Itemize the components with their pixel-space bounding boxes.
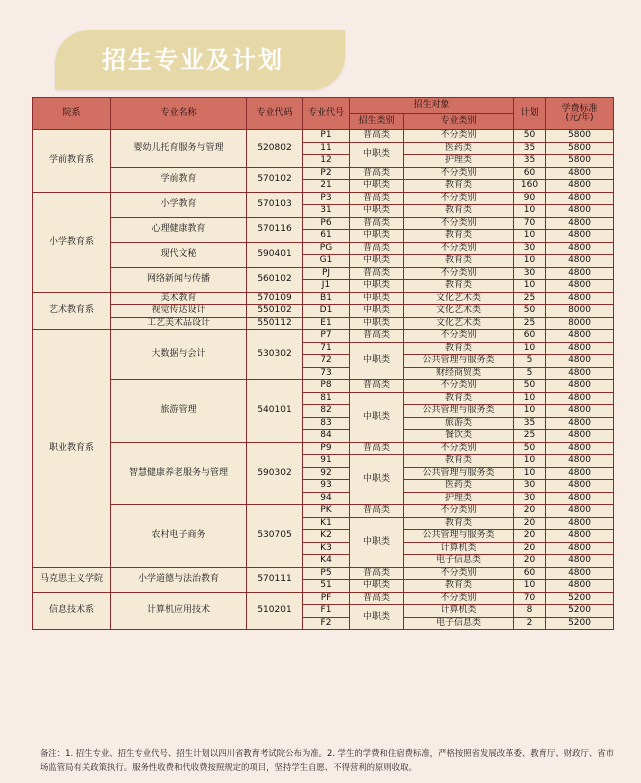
major-code-cell: 530705 xyxy=(247,505,303,568)
subject-category-cell: 教育类 xyxy=(404,180,514,193)
major-name-cell: 学前教育 xyxy=(111,167,247,192)
major-code-cell: 550112 xyxy=(247,317,303,330)
table-row xyxy=(33,305,614,318)
plan-cell: 10 xyxy=(514,230,546,243)
fee-cell: 4800 xyxy=(546,442,614,455)
target-category-cell: 中职类 xyxy=(350,317,404,330)
fee-cell: 5200 xyxy=(546,592,614,605)
fee-cell: 4800 xyxy=(546,530,614,543)
plan-cell: 10 xyxy=(514,255,546,268)
enroll-code-cell: 94 xyxy=(303,492,350,505)
fee-cell: 4800 xyxy=(546,392,614,405)
subject-category-cell: 财经商贸类 xyxy=(404,367,514,380)
plan-cell: 10 xyxy=(514,467,546,480)
plan-cell: 70 xyxy=(514,217,546,230)
fee-cell: 4800 xyxy=(546,380,614,393)
major-code-cell: 560102 xyxy=(247,267,303,292)
major-code-cell: 540101 xyxy=(247,380,303,443)
subject-category-cell: 教育类 xyxy=(404,580,514,593)
subject-category-cell: 不分类别 xyxy=(404,217,514,230)
table-row xyxy=(33,217,614,230)
plan-cell: 50 xyxy=(514,130,546,143)
subject-category-cell: 护理类 xyxy=(404,155,514,168)
major-code-cell: 570102 xyxy=(247,167,303,192)
plan-cell: 10 xyxy=(514,342,546,355)
subject-category-cell: 计算机类 xyxy=(404,542,514,555)
major-name-cell: 婴幼儿托育服务与管理 xyxy=(111,130,247,168)
subject-category-cell: 文化艺术类 xyxy=(404,292,514,305)
major-code-cell: 550102 xyxy=(247,305,303,318)
fee-cell: 4800 xyxy=(546,455,614,468)
subject-category-cell: 不分类别 xyxy=(404,380,514,393)
major-code-cell: 570116 xyxy=(247,217,303,242)
major-code-cell: 590302 xyxy=(247,442,303,505)
fee-cell: 4800 xyxy=(546,467,614,480)
enroll-code-cell: 82 xyxy=(303,405,350,418)
plan-cell: 35 xyxy=(514,417,546,430)
plan-cell: 160 xyxy=(514,180,546,193)
subject-category-cell: 公共管理与服务类 xyxy=(404,467,514,480)
plan-cell: 35 xyxy=(514,142,546,155)
enroll-code-cell: K1 xyxy=(303,517,350,530)
header-department: 院系 xyxy=(33,98,111,130)
subject-category-cell: 不分类别 xyxy=(404,592,514,605)
enroll-code-cell: 31 xyxy=(303,205,350,218)
footnote: 备注：1. 招生专业、招生专业代号、招生计划以四川省教育考试院公布为准。2. 学生的学费和住宿费标准，严格按照省发展改革委、教育厅、财政厅、省市场监管局有关政策执行。服务性收费和代收费按照规定的项目，坚持学生自愿、不得营利的原则收取。 xyxy=(40,748,615,772)
header-plan: 计划 xyxy=(514,98,546,130)
fee-cell: 5200 xyxy=(546,605,614,618)
subject-category-cell: 不分类别 xyxy=(404,567,514,580)
subject-category-cell: 护理类 xyxy=(404,492,514,505)
fee-cell: 4800 xyxy=(546,492,614,505)
header-major-name: 专业名称 xyxy=(111,98,247,130)
subject-category-cell: 文化艺术类 xyxy=(404,305,514,318)
subject-category-cell: 教育类 xyxy=(404,455,514,468)
target-category-cell: 普高类 xyxy=(350,567,404,580)
target-category-cell: 中职类 xyxy=(350,455,404,505)
target-category-cell: 中职类 xyxy=(350,180,404,193)
plan-cell: 60 xyxy=(514,567,546,580)
major-name-cell: 小学道德与法治教育 xyxy=(111,567,247,592)
department-cell: 艺术教育系 xyxy=(33,292,111,330)
enroll-code-cell: 83 xyxy=(303,417,350,430)
department-cell: 马克思主义学院 xyxy=(33,567,111,592)
plan-cell: 30 xyxy=(514,492,546,505)
target-category-cell: 普高类 xyxy=(350,330,404,343)
enroll-code-cell: 61 xyxy=(303,230,350,243)
enroll-code-cell: 92 xyxy=(303,467,350,480)
subject-category-cell: 不分类别 xyxy=(404,167,514,180)
subject-category-cell: 医药类 xyxy=(404,480,514,493)
fee-cell: 4800 xyxy=(546,517,614,530)
fee-cell: 4800 xyxy=(546,292,614,305)
major-name-cell: 计算机应用技术 xyxy=(111,592,247,630)
subject-category-cell: 教育类 xyxy=(404,230,514,243)
fee-cell: 4800 xyxy=(546,167,614,180)
plan-cell: 30 xyxy=(514,480,546,493)
subject-category-cell: 计算机类 xyxy=(404,605,514,618)
fee-cell: 4800 xyxy=(546,367,614,380)
major-name-cell: 智慧健康养老服务与管理 xyxy=(111,442,247,505)
major-code-cell: 570109 xyxy=(247,292,303,305)
plan-cell: 10 xyxy=(514,205,546,218)
fee-cell: 4800 xyxy=(546,542,614,555)
major-code-cell: 570103 xyxy=(247,192,303,217)
fee-cell: 4800 xyxy=(546,242,614,255)
header-major-code: 专业代码 xyxy=(247,98,303,130)
target-category-cell: 中职类 xyxy=(350,280,404,293)
major-name-cell: 网络新闻与传播 xyxy=(111,267,247,292)
target-category-cell: 普高类 xyxy=(350,380,404,393)
plan-cell: 10 xyxy=(514,580,546,593)
subject-category-cell: 教育类 xyxy=(404,342,514,355)
fee-cell: 4800 xyxy=(546,480,614,493)
plan-cell: 60 xyxy=(514,330,546,343)
fee-cell: 5800 xyxy=(546,142,614,155)
fee-cell: 4800 xyxy=(546,280,614,293)
plan-cell: 30 xyxy=(514,242,546,255)
header-target-category: 招生类别 xyxy=(350,114,404,130)
plan-cell: 20 xyxy=(514,530,546,543)
plan-cell: 35 xyxy=(514,155,546,168)
table-row xyxy=(33,567,614,580)
fee-cell: 4800 xyxy=(546,192,614,205)
plan-cell: 20 xyxy=(514,542,546,555)
fee-cell: 4800 xyxy=(546,405,614,418)
plan-cell: 10 xyxy=(514,405,546,418)
major-name-cell: 心理健康教育 xyxy=(111,217,247,242)
plan-cell: 2 xyxy=(514,617,546,630)
subject-category-cell: 教育类 xyxy=(404,205,514,218)
target-category-cell: 中职类 xyxy=(350,255,404,268)
subject-category-cell: 医药类 xyxy=(404,142,514,155)
plan-cell: 50 xyxy=(514,442,546,455)
fee-cell: 4800 xyxy=(546,217,614,230)
table-row xyxy=(33,242,614,255)
plan-cell: 20 xyxy=(514,505,546,518)
major-code-cell: 590401 xyxy=(247,242,303,267)
plan-cell: 10 xyxy=(514,392,546,405)
enroll-code-cell: 72 xyxy=(303,355,350,368)
plan-cell: 70 xyxy=(514,592,546,605)
major-name-cell: 旅游管理 xyxy=(111,380,247,443)
enroll-code-cell: K2 xyxy=(303,530,350,543)
target-category-cell: 中职类 xyxy=(350,342,404,380)
table-row xyxy=(33,505,614,518)
enroll-code-cell: F1 xyxy=(303,605,350,618)
enroll-code-cell: P9 xyxy=(303,442,350,455)
enroll-code-cell: P6 xyxy=(303,217,350,230)
department-cell: 职业教育系 xyxy=(33,330,111,568)
department-cell: 学前教育系 xyxy=(33,130,111,193)
subject-category-cell: 电子信息类 xyxy=(404,617,514,630)
fee-cell: 8000 xyxy=(546,317,614,330)
target-category-cell: 普高类 xyxy=(350,267,404,280)
table-row xyxy=(33,442,614,455)
subject-category-cell: 公共管理与服务类 xyxy=(404,355,514,368)
target-category-cell: 普高类 xyxy=(350,130,404,143)
target-category-cell: 中职类 xyxy=(350,605,404,630)
table-row xyxy=(33,292,614,305)
enroll-code-cell: P3 xyxy=(303,192,350,205)
subject-category-cell: 旅游类 xyxy=(404,417,514,430)
target-category-cell: 普高类 xyxy=(350,192,404,205)
fee-cell: 5800 xyxy=(546,155,614,168)
enrollment-plan-table xyxy=(32,97,614,630)
enroll-code-cell: P8 xyxy=(303,380,350,393)
subject-category-cell: 公共管理与服务类 xyxy=(404,530,514,543)
major-code-cell: 510201 xyxy=(247,592,303,630)
target-category-cell: 普高类 xyxy=(350,242,404,255)
enroll-code-cell: PJ xyxy=(303,267,350,280)
enroll-code-cell: K4 xyxy=(303,555,350,568)
fee-cell: 4800 xyxy=(546,567,614,580)
fee-cell: 4800 xyxy=(546,205,614,218)
subject-category-cell: 教育类 xyxy=(404,392,514,405)
header-target: 招生对象 xyxy=(350,98,514,114)
enroll-code-cell: D1 xyxy=(303,305,350,318)
enroll-code-cell: 93 xyxy=(303,480,350,493)
table-row xyxy=(33,167,614,180)
fee-cell: 4800 xyxy=(546,555,614,568)
table-row xyxy=(33,380,614,393)
target-category-cell: 中职类 xyxy=(350,292,404,305)
table-row xyxy=(33,330,614,343)
table-row xyxy=(33,267,614,280)
plan-cell: 50 xyxy=(514,305,546,318)
enroll-code-cell: PF xyxy=(303,592,350,605)
plan-cell: 30 xyxy=(514,267,546,280)
target-category-cell: 中职类 xyxy=(350,142,404,167)
subject-category-cell: 不分类别 xyxy=(404,505,514,518)
page-title: 招生专业及计划 xyxy=(102,45,284,74)
major-name-cell: 农村电子商务 xyxy=(111,505,247,568)
major-name-cell: 大数据与会计 xyxy=(111,330,247,380)
subject-category-cell: 不分类别 xyxy=(404,130,514,143)
fee-cell: 4800 xyxy=(546,417,614,430)
target-category-cell: 普高类 xyxy=(350,442,404,455)
header-subject-category: 专业类别 xyxy=(404,114,514,130)
enroll-code-cell: J1 xyxy=(303,280,350,293)
plan-cell: 90 xyxy=(514,192,546,205)
target-category-cell: 普高类 xyxy=(350,217,404,230)
department-cell: 信息技术系 xyxy=(33,592,111,630)
enroll-code-cell: PK xyxy=(303,505,350,518)
table-body xyxy=(33,130,614,630)
subject-category-cell: 不分类别 xyxy=(404,192,514,205)
fee-cell: 4800 xyxy=(546,255,614,268)
plan-cell: 20 xyxy=(514,555,546,568)
target-category-cell: 中职类 xyxy=(350,205,404,218)
target-category-cell: 中职类 xyxy=(350,230,404,243)
subject-category-cell: 电子信息类 xyxy=(404,555,514,568)
plan-cell: 20 xyxy=(514,517,546,530)
enroll-code-cell: 73 xyxy=(303,367,350,380)
subject-category-cell: 教育类 xyxy=(404,280,514,293)
fee-cell: 4800 xyxy=(546,267,614,280)
major-name-cell: 现代文秘 xyxy=(111,242,247,267)
fee-cell: 4800 xyxy=(546,355,614,368)
plan-cell: 10 xyxy=(514,280,546,293)
plan-cell: 25 xyxy=(514,430,546,443)
fee-cell: 8000 xyxy=(546,305,614,318)
major-name-cell: 工艺美术品设计 xyxy=(111,317,247,330)
subject-category-cell: 不分类别 xyxy=(404,442,514,455)
major-name-cell: 小学教育 xyxy=(111,192,247,217)
fee-cell: 4800 xyxy=(546,330,614,343)
target-category-cell: 普高类 xyxy=(350,505,404,518)
enroll-code-cell: 81 xyxy=(303,392,350,405)
fee-cell: 5800 xyxy=(546,130,614,143)
fee-cell: 4800 xyxy=(546,505,614,518)
fee-cell: 4800 xyxy=(546,180,614,193)
fee-cell: 4800 xyxy=(546,342,614,355)
major-name-cell: 视觉传达设计 xyxy=(111,305,247,318)
subject-category-cell: 教育类 xyxy=(404,517,514,530)
fee-cell: 4800 xyxy=(546,430,614,443)
plan-cell: 25 xyxy=(514,317,546,330)
subject-category-cell: 公共管理与服务类 xyxy=(404,405,514,418)
enroll-code-cell: K3 xyxy=(303,542,350,555)
plan-cell: 5 xyxy=(514,355,546,368)
enroll-code-cell: 84 xyxy=(303,430,350,443)
fee-cell: 4800 xyxy=(546,230,614,243)
plan-cell: 60 xyxy=(514,167,546,180)
table-row xyxy=(33,130,614,143)
target-category-cell: 中职类 xyxy=(350,580,404,593)
fee-cell: 5200 xyxy=(546,617,614,630)
enroll-code-cell: 11 xyxy=(303,142,350,155)
subject-category-cell: 教育类 xyxy=(404,255,514,268)
major-name-cell: 美术教育 xyxy=(111,292,247,305)
major-code-cell: 530302 xyxy=(247,330,303,380)
enroll-code-cell: 12 xyxy=(303,155,350,168)
enroll-code-cell: PG xyxy=(303,242,350,255)
enroll-code-cell: P2 xyxy=(303,167,350,180)
enroll-code-cell: 51 xyxy=(303,580,350,593)
major-code-cell: 570111 xyxy=(247,567,303,592)
fee-cell: 4800 xyxy=(546,580,614,593)
subject-category-cell: 文化艺术类 xyxy=(404,317,514,330)
target-category-cell: 普高类 xyxy=(350,592,404,605)
header-fee: 学费标准 (元/年) xyxy=(546,98,614,130)
enroll-code-cell: G1 xyxy=(303,255,350,268)
plan-cell: 50 xyxy=(514,380,546,393)
plan-cell: 10 xyxy=(514,455,546,468)
table-row xyxy=(33,192,614,205)
enroll-code-cell: 21 xyxy=(303,180,350,193)
header-enroll-code: 专业代号 xyxy=(303,98,350,130)
target-category-cell: 中职类 xyxy=(350,305,404,318)
department-cell: 小学教育系 xyxy=(33,192,111,292)
enroll-code-cell: 71 xyxy=(303,342,350,355)
enroll-code-cell: E1 xyxy=(303,317,350,330)
table-row xyxy=(33,592,614,605)
table-row xyxy=(33,317,614,330)
subject-category-cell: 不分类别 xyxy=(404,330,514,343)
enroll-code-cell: P5 xyxy=(303,567,350,580)
plan-cell: 8 xyxy=(514,605,546,618)
enroll-code-cell: F2 xyxy=(303,617,350,630)
plan-cell: 25 xyxy=(514,292,546,305)
target-category-cell: 中职类 xyxy=(350,392,404,442)
target-category-cell: 普高类 xyxy=(350,167,404,180)
major-code-cell: 520802 xyxy=(247,130,303,168)
enroll-code-cell: 91 xyxy=(303,455,350,468)
subject-category-cell: 不分类别 xyxy=(404,242,514,255)
subject-category-cell: 不分类别 xyxy=(404,267,514,280)
enroll-code-cell: P1 xyxy=(303,130,350,143)
subject-category-cell: 餐饮类 xyxy=(404,430,514,443)
plan-cell: 5 xyxy=(514,367,546,380)
enroll-code-cell: P7 xyxy=(303,330,350,343)
enroll-code-cell: B1 xyxy=(303,292,350,305)
target-category-cell: 中职类 xyxy=(350,517,404,567)
